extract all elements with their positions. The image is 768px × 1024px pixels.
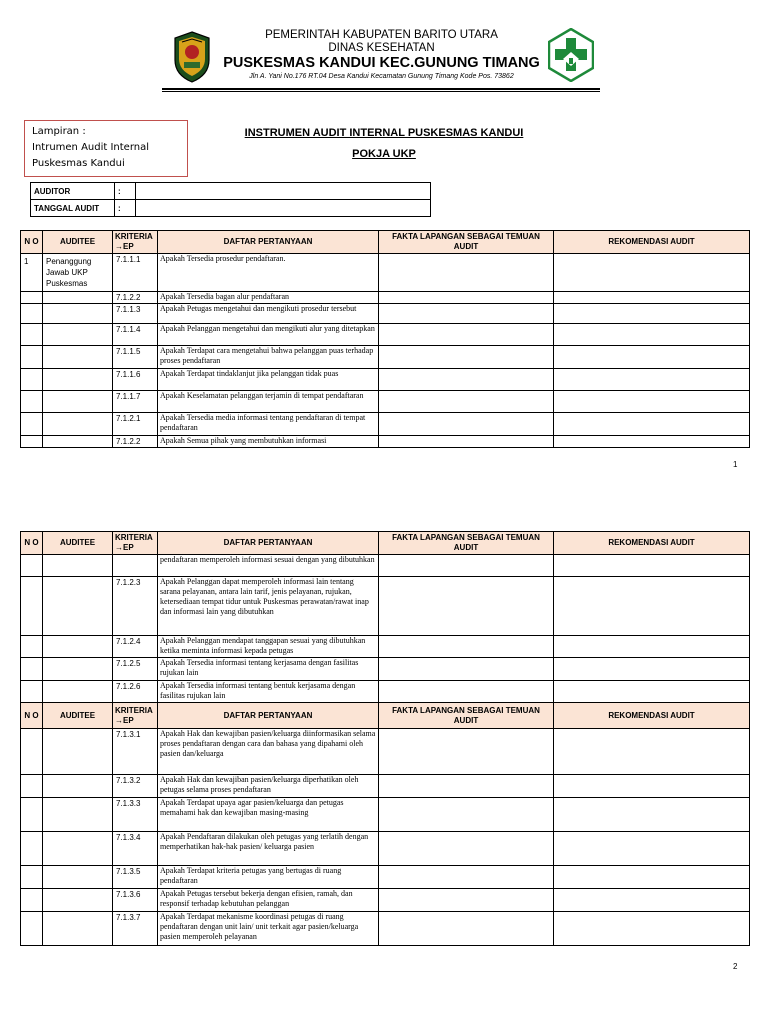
- row-auditee: [43, 775, 113, 798]
- row-kriteria: 7.1.2.2: [113, 292, 158, 304]
- table-row: [21, 889, 750, 912]
- row-auditee: Penanggung Jawab UKP Puskesmas: [43, 254, 113, 292]
- row-kriteria: [113, 555, 158, 577]
- row-question: Apakah Terdapat upaya agar pasien/keluarga dan petugas memahami hak dan kewajiban masing-masing: [158, 798, 379, 832]
- row-kriteria: 7.1.2.6: [113, 681, 158, 703]
- row-fakta-cell[interactable]: [379, 658, 554, 681]
- col-fakta-lapangan: FAKTA LAPANGAN SEBAGAI TEMUAN AUDIT: [379, 703, 554, 729]
- row-kriteria: 7.1.3.2: [113, 775, 158, 798]
- row-rekomendasi-cell[interactable]: [554, 681, 750, 703]
- row-auditee: [43, 798, 113, 832]
- row-fakta-cell[interactable]: [379, 555, 554, 577]
- row-fakta-cell[interactable]: [379, 577, 554, 636]
- header-rule: [162, 88, 600, 90]
- row-question: Apakah Terdapat cara mengetahui bahwa pelanggan puas terhadap proses pendaftaran: [158, 346, 379, 369]
- table-header-row: [21, 532, 750, 555]
- col-no: N O: [21, 703, 43, 729]
- col-kriteria: KRITERIA →EP: [113, 532, 158, 555]
- row-rekomendasi-cell[interactable]: [554, 555, 750, 577]
- date-colon: :: [115, 200, 136, 217]
- row-rekomendasi-cell[interactable]: [554, 413, 750, 436]
- row-question: Apakah Tersedia prosedur pendaftaran.: [158, 254, 379, 292]
- table-row: [21, 866, 750, 889]
- row-question: Apakah Terdapat kriteria petugas yang bertugas di ruang pendaftaran: [158, 866, 379, 889]
- row-no: [21, 681, 43, 703]
- header-address: Jln A. Yani No.176 RT.04 Desa Kandui Kecamatan Gunung Timang Kode Pos. 73862: [249, 73, 514, 80]
- row-kriteria: 7.1.3.6: [113, 889, 158, 912]
- row-rekomendasi-cell[interactable]: [554, 889, 750, 912]
- row-fakta-cell[interactable]: [379, 369, 554, 391]
- row-auditee: [43, 681, 113, 703]
- row-auditee: [43, 555, 113, 577]
- row-question: Apakah Pelanggan mendapat tanggapan sesuai yang dibutuhkan ketika meminta informasi kepada petugas: [158, 636, 379, 658]
- row-rekomendasi-cell[interactable]: [554, 832, 750, 866]
- table-row: [21, 304, 750, 324]
- col-fakta-lapangan: FAKTA LAPANGAN SEBAGAI TEMUAN AUDIT: [379, 231, 554, 254]
- table-row: [21, 324, 750, 346]
- lampiran-instrument: Intrumen Audit Internal: [32, 142, 150, 153]
- row-fakta-cell[interactable]: [379, 832, 554, 866]
- table-body: [21, 254, 750, 448]
- table-row: [21, 775, 750, 798]
- row-kriteria: 7.1.3.5: [113, 866, 158, 889]
- row-kriteria: 7.1.2.4: [113, 636, 158, 658]
- col-rekomendasi: REKOMENDASI AUDIT: [554, 703, 750, 729]
- row-no: [21, 636, 43, 658]
- row-fakta-cell[interactable]: [379, 304, 554, 324]
- row-kriteria: 7.1.1.1: [113, 254, 158, 292]
- row-rekomendasi-cell[interactable]: [554, 636, 750, 658]
- row-question: Apakah Semua pihak yang membutuhkan informasi: [158, 436, 379, 448]
- row-auditee: [43, 304, 113, 324]
- puskesmas-cross-icon: [548, 28, 594, 82]
- row-auditee: [43, 658, 113, 681]
- row-no: [21, 346, 43, 369]
- row-kriteria: 7.1.1.4: [113, 324, 158, 346]
- date-label: TANGGAL AUDIT: [31, 200, 115, 217]
- row-kriteria: 7.1.3.4: [113, 832, 158, 866]
- col-daftar-pertanyaan: DAFTAR PERTANYAAN: [158, 532, 379, 555]
- row-kriteria: 7.1.3.7: [113, 912, 158, 946]
- header-puskesmas: PUSKESMAS KANDUI KEC.GUNUNG TIMANG: [223, 55, 540, 71]
- row-no: [21, 912, 43, 946]
- col-rekomendasi: REKOMENDASI AUDIT: [554, 532, 750, 555]
- row-no: [21, 798, 43, 832]
- row-no: [21, 577, 43, 636]
- auditor-colon: :: [115, 183, 136, 200]
- row-kriteria: 7.1.3.3: [113, 798, 158, 832]
- row-auditee: [43, 292, 113, 304]
- row-fakta-cell[interactable]: [379, 889, 554, 912]
- row-auditee: [43, 832, 113, 866]
- col-kriteria: KRITERIA →EP: [113, 231, 158, 254]
- row-rekomendasi-cell[interactable]: [554, 775, 750, 798]
- col-daftar-pertanyaan: DAFTAR PERTANYAAN: [158, 703, 379, 729]
- row-question: Apakah Tersedia informasi tentang kerjasama dengan fasilitas rujukan lain: [158, 658, 379, 681]
- col-auditee: AUDITEE: [43, 532, 113, 555]
- row-rekomendasi-cell[interactable]: [554, 912, 750, 946]
- row-question: Apakah Keselamatan pelanggan terjamin di tempat pendaftaran: [158, 391, 379, 413]
- row-rekomendasi-cell[interactable]: [554, 866, 750, 889]
- row-no: [21, 304, 43, 324]
- row-rekomendasi-cell[interactable]: [554, 658, 750, 681]
- row-no: [21, 775, 43, 798]
- header-government: PEMERINTAH KABUPATEN BARITO UTARA: [265, 29, 498, 41]
- row-no: [21, 866, 43, 889]
- table-row: [21, 832, 750, 866]
- table-header-row: [21, 703, 750, 729]
- row-kriteria: 7.1.3.1: [113, 729, 158, 775]
- lampiran-box: [24, 120, 188, 177]
- row-no: [21, 555, 43, 577]
- row-no: [21, 832, 43, 866]
- audit-table-page-1: [20, 230, 750, 448]
- row-kriteria: 7.1.1.6: [113, 369, 158, 391]
- row-auditee: [43, 369, 113, 391]
- table-row: [21, 436, 750, 448]
- col-rekomendasi: REKOMENDASI AUDIT: [554, 231, 750, 254]
- date-value: [136, 200, 431, 217]
- document-subtitle: POKJA UKP: [352, 148, 416, 160]
- row-question: Apakah Tersedia media informasi tentang pendaftaran di tempat pendaftaran: [158, 413, 379, 436]
- row-rekomendasi-cell[interactable]: [554, 798, 750, 832]
- row-fakta-cell[interactable]: [379, 413, 554, 436]
- table-row: [21, 369, 750, 391]
- row-fakta-cell[interactable]: [379, 912, 554, 946]
- row-question: Apakah Tersedia informasi tentang bentuk kerjasama dengan fasilitas rujukan lain: [158, 681, 379, 703]
- page-number-1: 1: [733, 460, 738, 469]
- row-fakta-cell[interactable]: [379, 436, 554, 448]
- table-row: [21, 681, 750, 703]
- row-kriteria: 7.1.2.3: [113, 577, 158, 636]
- row-auditee: [43, 729, 113, 775]
- col-daftar-pertanyaan: DAFTAR PERTANYAAN: [158, 231, 379, 254]
- row-rekomendasi-cell[interactable]: [554, 292, 750, 304]
- auditor-label: AUDITOR: [31, 183, 115, 200]
- row-no: [21, 658, 43, 681]
- row-question: Apakah Pelanggan mengetahui dan mengikuti alur yang ditetapkan: [158, 324, 379, 346]
- row-question: Apakah Terdapat tindaklanjut jika pelanggan tidak puas: [158, 369, 379, 391]
- row-no: [21, 292, 43, 304]
- row-kriteria: 7.1.2.1: [113, 413, 158, 436]
- row-fakta-cell[interactable]: [379, 292, 554, 304]
- row-no: [21, 324, 43, 346]
- row-auditee: [43, 866, 113, 889]
- date-row: [31, 200, 431, 217]
- row-question: Apakah Petugas mengetahui dan mengikuti prosedur tersebut: [158, 304, 379, 324]
- auditor-value: [136, 183, 431, 200]
- row-auditee: [43, 413, 113, 436]
- table-row: [21, 413, 750, 436]
- row-rekomendasi-cell[interactable]: [554, 304, 750, 324]
- row-fakta-cell[interactable]: [379, 775, 554, 798]
- row-fakta-cell[interactable]: [379, 798, 554, 832]
- row-rekomendasi-cell[interactable]: [554, 391, 750, 413]
- table-row: [21, 729, 750, 775]
- row-no: [21, 436, 43, 448]
- row-kriteria: 7.1.1.3: [113, 304, 158, 324]
- row-auditee: [43, 346, 113, 369]
- header-department: DINAS KESEHATAN: [328, 42, 435, 54]
- row-rekomendasi-cell[interactable]: [554, 729, 750, 775]
- row-auditee: [43, 436, 113, 448]
- lampiran-puskesmas: Puskesmas Kandui: [32, 158, 125, 169]
- table-row: [21, 912, 750, 946]
- row-fakta-cell[interactable]: [379, 324, 554, 346]
- table-row: [21, 636, 750, 658]
- row-rekomendasi-cell[interactable]: [554, 324, 750, 346]
- table-header-row: [21, 231, 750, 254]
- row-no: [21, 413, 43, 436]
- table-row: [21, 346, 750, 369]
- row-auditee: [43, 391, 113, 413]
- row-no: [21, 391, 43, 413]
- row-rekomendasi-cell[interactable]: [554, 254, 750, 292]
- auditor-row: [31, 183, 431, 200]
- row-fakta-cell[interactable]: [379, 636, 554, 658]
- table-row: [21, 577, 750, 636]
- col-auditee: AUDITEE: [43, 231, 113, 254]
- regency-emblem-icon: [172, 30, 212, 84]
- row-auditee: [43, 912, 113, 946]
- row-rekomendasi-cell[interactable]: [554, 436, 750, 448]
- row-kriteria: 7.1.2.2: [113, 436, 158, 448]
- row-question: Apakah Petugas tersebut bekerja dengan efisien, ramah, dan responsif terhadap kebutuhan pelanggan: [158, 889, 379, 912]
- header-rule-thin: [162, 91, 600, 92]
- row-rekomendasi-cell[interactable]: [554, 577, 750, 636]
- row-no: 1: [21, 254, 43, 292]
- page-number-2: 2: [733, 962, 738, 971]
- row-fakta-cell[interactable]: [379, 346, 554, 369]
- col-kriteria: KRITERIA →EP: [113, 703, 158, 729]
- row-fakta-cell[interactable]: [379, 681, 554, 703]
- row-kriteria: 7.1.1.7: [113, 391, 158, 413]
- row-fakta-cell[interactable]: [379, 391, 554, 413]
- col-auditee: AUDITEE: [43, 703, 113, 729]
- row-fakta-cell[interactable]: [379, 866, 554, 889]
- col-fakta-lapangan: FAKTA LAPANGAN SEBAGAI TEMUAN AUDIT: [379, 532, 554, 555]
- row-rekomendasi-cell[interactable]: [554, 346, 750, 369]
- lampiran-label: Lampiran :: [32, 126, 86, 137]
- audit-table-page-2: [20, 531, 750, 946]
- row-auditee: [43, 889, 113, 912]
- row-rekomendasi-cell[interactable]: [554, 369, 750, 391]
- row-kriteria: 7.1.2.5: [113, 658, 158, 681]
- row-question: Apakah Hak dan kewajiban pasien/keluarga diperhatikan oleh petugas selama proses pendaftaran: [158, 775, 379, 798]
- row-no: [21, 729, 43, 775]
- row-fakta-cell[interactable]: [379, 729, 554, 775]
- row-question: Apakah Pendaftaran dilakukan oleh petugas yang terlatih dengan memperhatikan hak-hak pasien/ keluarga pasien: [158, 832, 379, 866]
- row-no: [21, 889, 43, 912]
- row-question: pendaftaran memperoleh informasi sesuai dengan yang dibutuhkan: [158, 555, 379, 577]
- row-auditee: [43, 636, 113, 658]
- table-row: [21, 391, 750, 413]
- row-question: Apakah Tersedia bagan alur pendaftaran: [158, 292, 379, 304]
- table-body: [21, 532, 750, 946]
- row-no: [21, 369, 43, 391]
- row-auditee: [43, 324, 113, 346]
- table-row: [21, 555, 750, 577]
- row-question: Apakah Terdapat mekanisme koordinasi petugas di ruang pendaftaran dengan unit lain/ unit terkait agar pasien/keluarga pasien memperoleh pelayanan: [158, 912, 379, 946]
- col-no: N O: [21, 532, 43, 555]
- table-row: [21, 798, 750, 832]
- row-auditee: [43, 577, 113, 636]
- row-fakta-cell[interactable]: [379, 254, 554, 292]
- row-question: Apakah Hak dan kewajiban pasien/keluarga diinformasikan selama proses pendaftaran dengan cara dan bahasa yang dipahami oleh pasien dan/keluarga: [158, 729, 379, 775]
- document-title: INSTRUMEN AUDIT INTERNAL PUSKESMAS KANDUI: [244, 127, 524, 139]
- col-no: N O: [21, 231, 43, 254]
- table-row: [21, 254, 750, 292]
- row-kriteria: 7.1.1.5: [113, 346, 158, 369]
- table-row: [21, 292, 750, 304]
- auditor-table: [30, 182, 431, 217]
- row-question: Apakah Pelanggan dapat memperoleh informasi lain tentang sarana pelayanan, antara lain tarif, jenis pelayanan, rujukan, ketersediaan tempat tidur untuk Puskesmas perawatan/rawat inap dan informasi lain yang dibutuhkan: [158, 577, 379, 636]
- table-row: [21, 658, 750, 681]
